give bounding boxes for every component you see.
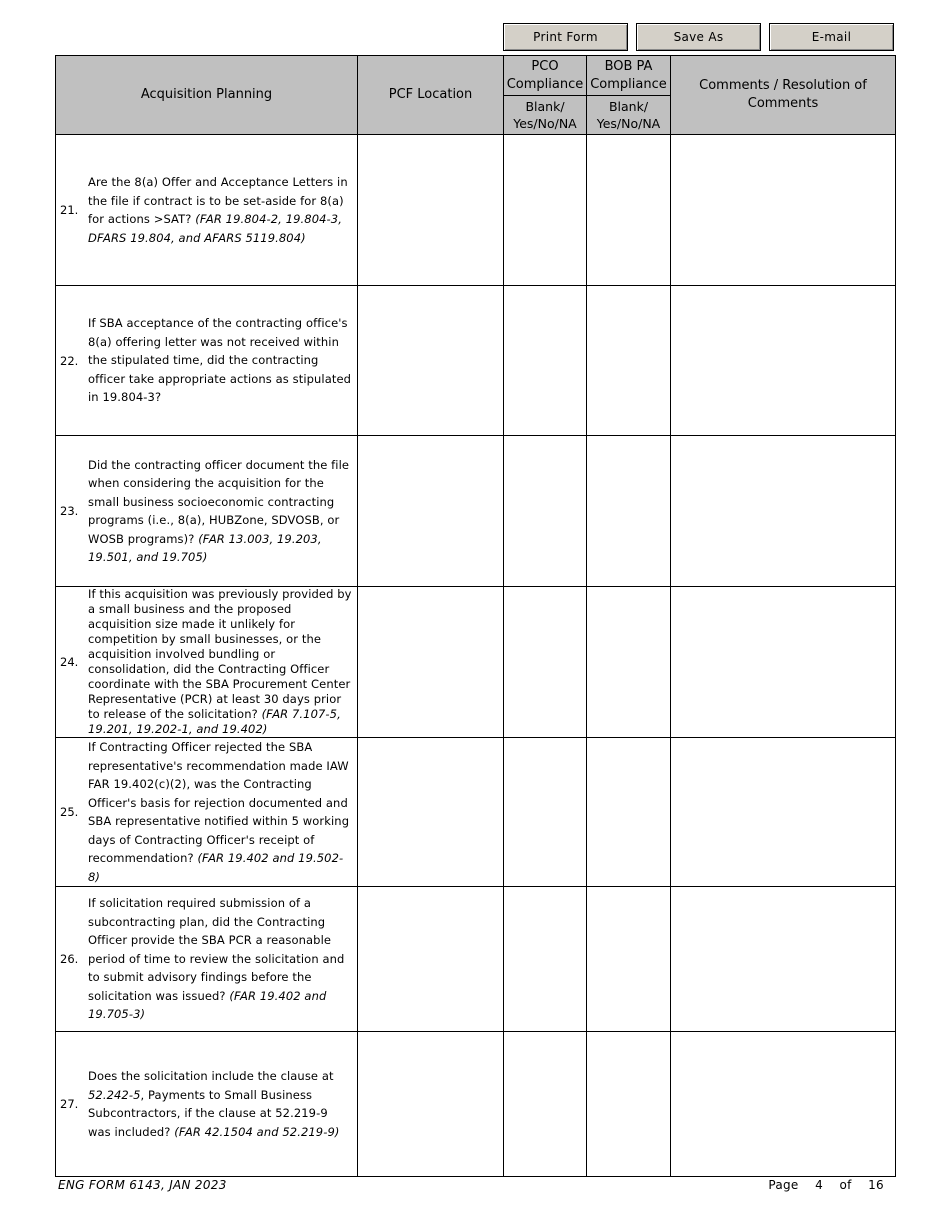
table-row	[56, 887, 896, 1032]
comments-field[interactable]	[671, 587, 896, 738]
pco-compliance-field[interactable]	[504, 1032, 587, 1177]
comments-field[interactable]	[671, 887, 896, 1032]
row-number: 26.	[60, 952, 79, 966]
row-number: 22.	[60, 353, 79, 368]
bob-compliance-field[interactable]	[587, 1032, 671, 1177]
pcf-location-field[interactable]	[358, 286, 504, 436]
row-number: 21.	[60, 203, 79, 217]
pco-compliance-field[interactable]	[504, 738, 587, 887]
table-row	[56, 587, 896, 738]
table-row	[56, 738, 896, 887]
question-reference: (FAR 7.107-5, 19.201, 19.202-1, and 19.402)	[88, 707, 341, 736]
bob-compliance-field[interactable]	[587, 887, 671, 1032]
question-text: If solicitation required submission of a subcontracting plan, did the Contracting Officer provide the SBA PCR a reasonable period of time to review the solicitation and to submit advisory findings before the solicitation was issued? (FAR 19.402 and 19.705-3)	[88, 896, 345, 1022]
comments-field[interactable]	[671, 135, 896, 286]
checklist-table	[55, 55, 896, 1177]
page-number: 4	[815, 1178, 824, 1192]
pcf-location-field[interactable]	[358, 887, 504, 1032]
table-row	[56, 436, 896, 587]
question-text: If SBA acceptance of the contracting office's 8(a) offering letter was not received within the stipulated time, did the contracting officer take appropriate actions as stipulated in 19.804-3?	[88, 316, 352, 405]
pco-compliance-field[interactable]	[504, 436, 587, 587]
question-text: Does the solicitation include the clause at 52.242-5, Payments to Small Business Subcontractors, if the clause at 52.219-9 was included? (FAR 42.1504 and 52.219-9)	[88, 1069, 340, 1139]
table-row	[56, 286, 896, 436]
bob-compliance-field[interactable]	[587, 587, 671, 738]
row-number: 27.	[60, 1097, 79, 1111]
question-reference: (FAR 19.804-2, 19.804-3, DFARS 19.804, and AFARS 5119.804)	[88, 212, 342, 245]
row-number: 25.	[60, 805, 79, 819]
comments-field[interactable]	[671, 286, 896, 436]
pcf-location-field[interactable]	[358, 436, 504, 587]
pcf-location-field[interactable]	[358, 135, 504, 286]
pco-compliance-field[interactable]	[504, 887, 587, 1032]
comments-field[interactable]	[671, 1032, 896, 1177]
header-pcf-location: PCF Location	[358, 56, 504, 135]
header-pco-options: Blank/ Yes/No/NA	[504, 96, 587, 135]
question-text: If Contracting Officer rejected the SBA representative's recommendation made IAW FAR 19.402(c)(2), was the Contracting Officer's basis for rejection documented and SBA representative notified within 5 working days of Contracting Officer's receipt of recommendation? (FAR 19.402 and 19.502-8)	[88, 740, 350, 884]
pco-compliance-field[interactable]	[504, 286, 587, 436]
header-bob-options: Blank/ Yes/No/NA	[587, 96, 671, 135]
header-pco-compliance: PCO Compliance	[504, 56, 587, 96]
row-number: 23.	[60, 504, 79, 518]
save-as-button[interactable]: Save As	[636, 23, 761, 51]
form-identifier: ENG FORM 6143, JAN 2023	[58, 1178, 227, 1192]
comments-field[interactable]	[671, 738, 896, 887]
question-text: Did the contracting officer document the file when considering the acquisition for the small business socioeconomic contracting programs (i.e., 8(a), HUBZone, SDVOSB, or WOSB programs)? (FAR 13.003, 19.203, 19.501, and 19.705)	[88, 457, 350, 564]
question-text: If this acquisition was previously provided by a small business and the proposed acquisition size made it unlikely for competition by small businesses, or the acquisition involved bundling or consolidation, did the Contracting Officer coordinate with the SBA Procurement Center Representative (PCR) at least 30 days prior to release of the solicitation? (FAR 7.107-5, 19.201, 19.202-1, and 19.402)	[88, 587, 352, 736]
bob-compliance-field[interactable]	[587, 135, 671, 286]
question-reference: (FAR 13.003, 19.203, 19.501, and 19.705)	[88, 531, 322, 564]
header-acquisition-planning: Acquisition Planning	[56, 56, 358, 135]
pcf-location-field[interactable]	[358, 738, 504, 887]
bob-compliance-field[interactable]	[587, 286, 671, 436]
print-form-button[interactable]: Print Form	[503, 23, 628, 51]
header-comments: Comments / Resolution of Comments	[671, 56, 896, 135]
bob-compliance-field[interactable]	[587, 738, 671, 887]
page-label: Page	[768, 1178, 799, 1192]
table-row	[56, 135, 896, 286]
page-indicator	[768, 1178, 884, 1192]
email-button[interactable]: E-mail	[769, 23, 894, 51]
comments-field[interactable]	[671, 436, 896, 587]
pco-compliance-field[interactable]	[504, 135, 587, 286]
pcf-location-field[interactable]	[358, 1032, 504, 1177]
pcf-location-field[interactable]	[358, 587, 504, 738]
question-text: Are the 8(a) Offer and Acceptance Letters in the file if contract is to be set-aside for 8(a) for actions >SAT? (FAR 19.804-2, 19.804-3, DFARS 19.804, and AFARS 5119.804)	[88, 175, 348, 245]
table-row	[56, 1032, 896, 1177]
header-bob-pa-compliance: BOB PA Compliance	[587, 56, 671, 96]
bob-compliance-field[interactable]	[587, 436, 671, 587]
row-number: 24.	[60, 655, 79, 669]
question-reference: (FAR 42.1504 and 52.219-9)	[174, 1124, 340, 1139]
question-reference: (FAR 19.402 and 19.705-3)	[88, 988, 327, 1022]
page-total: 16	[868, 1178, 884, 1192]
question-reference: (FAR 19.402 and 19.502-8)	[88, 851, 344, 884]
pco-compliance-field[interactable]	[504, 587, 587, 738]
page-of-label: of	[839, 1178, 852, 1192]
